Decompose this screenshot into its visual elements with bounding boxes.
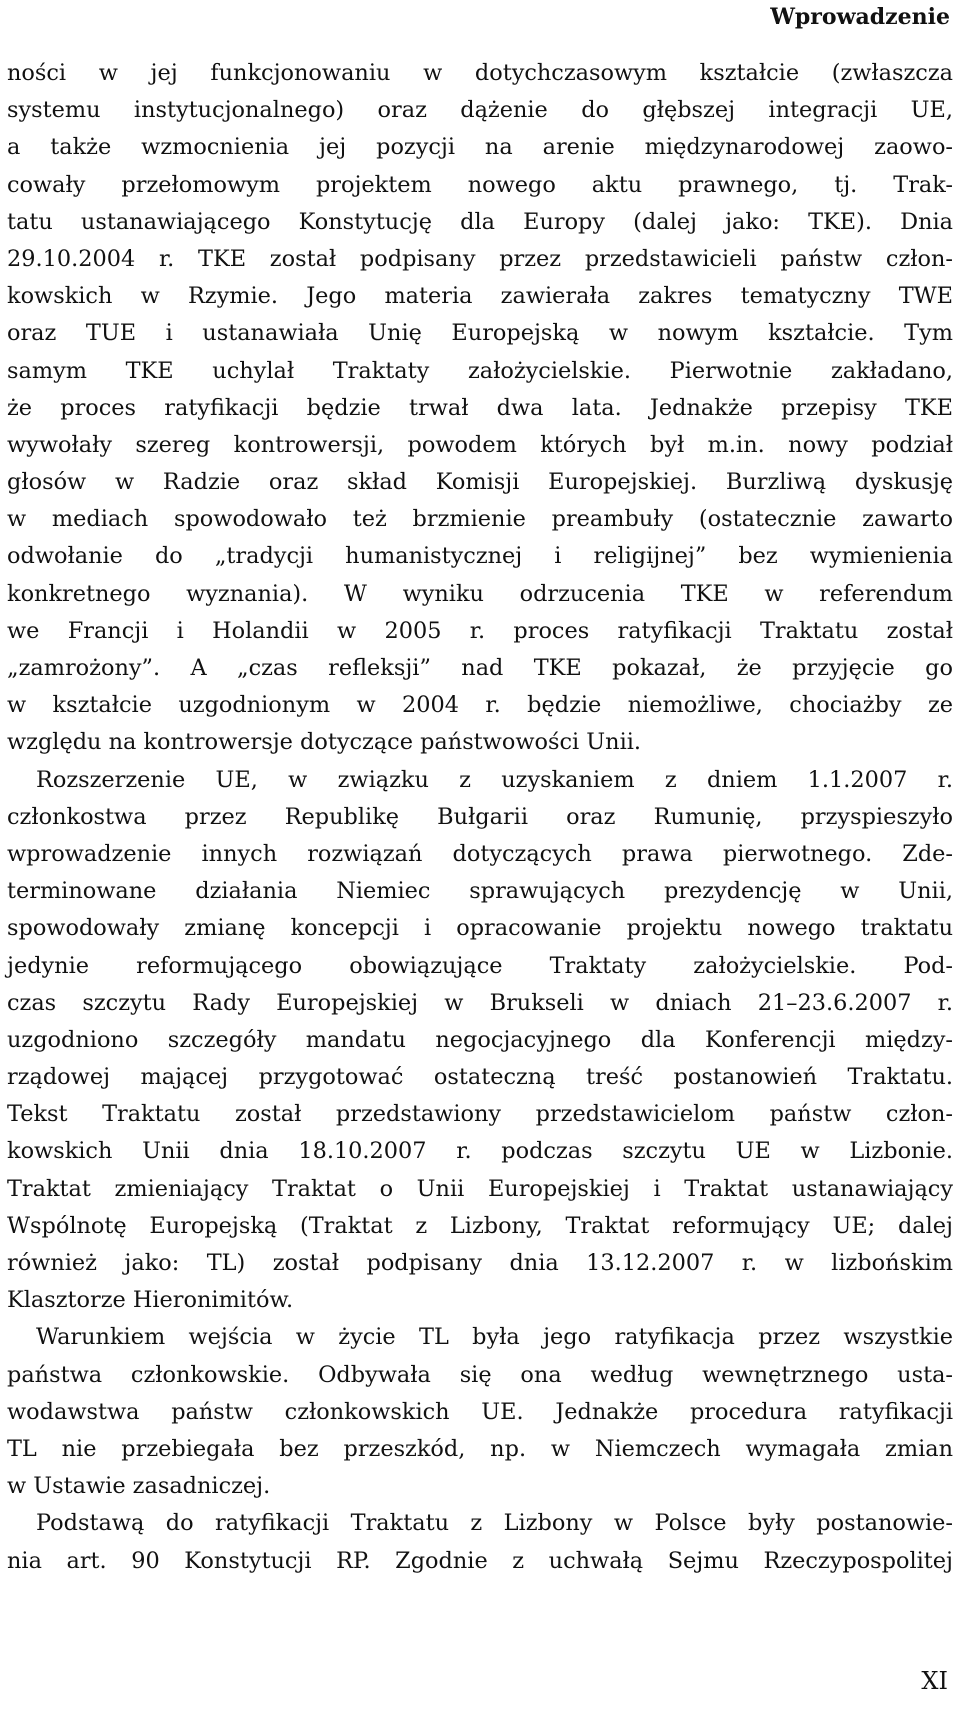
text-line: nia art. 90 Konstytucji RP. Zgodnie z uchwałą Sejmu Rzeczypospolitej <box>7 1547 953 1574</box>
text-line: ności w jej funkcjonowaniu w dotychczasowym kształcie (zwłaszcza <box>7 60 953 86</box>
text-line: jedynie reformującego obowiązujące Traktaty założycielskie. Pod- <box>7 952 953 979</box>
text-line: systemu instytucjonalnego) oraz dążenie do głębszej integracji UE, <box>7 97 953 124</box>
text-line: państwa członkowskie. Odbywała się ona według wewnętrznego usta- <box>7 1361 953 1388</box>
text-line: samym TKE uchylał Traktaty założycielskie. Pierwotnie zakładano, <box>7 357 953 384</box>
text-line: uzgodniono szczegóły mandatu negocjacyjnego dla Konferencji między- <box>7 1026 953 1053</box>
text-line: konkretnego wyznania). W wyniku odrzucenia TKE w referendum <box>7 580 953 607</box>
text-line: TL nie przebiegała bez przeszkód, np. w Niemczech wymagała zmian <box>7 1435 953 1462</box>
text-line: odwołanie do „tradycji humanistycznej i religijnej” bez wymienienia <box>7 543 953 570</box>
page-number: XI <box>921 1667 948 1695</box>
text-line: oraz TUE i ustanawiała Unię Europejską w nowym kształcie. Tym <box>7 320 953 347</box>
text-line: tatu ustanawiającego Konstytucję dla Europy (dalej jako: TKE). Dnia <box>7 208 953 235</box>
text-line: również jako: TL) został podpisany dnia 13.12.2007 r. w lizbońskim <box>7 1250 953 1276</box>
text-line: w mediach spowodowało też brzmienie preambuły (ostatecznie zawarto <box>7 506 953 533</box>
text-line: głosów w Radzie oraz skład Komisji Europejskiej. Burzliwą dyskusję <box>7 469 953 496</box>
text-line: terminowane działania Niemiec sprawujących prezydencję w Unii, <box>7 878 953 905</box>
text-line: wywołały szereg kontrowersji, powodem których był m.in. nowy podział <box>7 431 953 458</box>
text-line: we Francji i Holandii w 2005 r. proces ratyfikacji Traktatu został <box>7 617 953 644</box>
text-line: kowskich Unii dnia 18.10.2007 r. podczas szczytu UE w Lizbonie. <box>7 1138 953 1165</box>
text-line: Warunkiem wejścia w życie TL była jego ratyfikacja przez wszystkie <box>36 1324 953 1351</box>
text-line: 29.10.2004 r. TKE został podpisany przez przedstawicieli państw człon- <box>7 245 953 272</box>
text-line: w Ustawie zasadniczej. <box>7 1473 271 1500</box>
text-line: członkostwa przez Republikę Bułgarii oraz Rumunię, przyspieszyło <box>7 803 953 830</box>
text-line: że proces ratyfikacji będzie trwał dwa lata. Jednakże przepisy TKE <box>7 394 953 421</box>
body-text <box>7 55 953 1580</box>
text-line: czas szczytu Rady Europejskiej w Brukseli w dniach 21–23.6.2007 r. <box>7 989 953 1016</box>
text-line: Podstawą do ratyfikacji Traktatu z Lizbony w Polsce były postanowie- <box>36 1510 953 1537</box>
text-line: w kształcie uzgodnionym w 2004 r. będzie niemożliwe, chociażby ze <box>7 692 953 719</box>
running-header: Wprowadzenie <box>770 4 950 30</box>
text-line: Tekst Traktatu został przedstawiony przedstawicielom państw człon- <box>7 1101 953 1128</box>
text-line: cowały przełomowym projektem nowego aktu prawnego, tj. Trak- <box>7 171 953 198</box>
text-line: spowodowały zmianę koncepcji i opracowanie projektu nowego traktatu <box>7 915 953 942</box>
text-line: wprowadzenie innych rozwiązań dotyczących prawa pierwotnego. Zde- <box>7 840 953 867</box>
text-line: Wspólnotę Europejską (Traktat z Lizbony, Traktat reformujący UE; dalej <box>7 1212 953 1239</box>
text-line: wodawstwa państw członkowskich UE. Jednakże procedura ratyfikacji <box>7 1398 953 1425</box>
text-line: rządowej mającej przygotować ostateczną treść postanowień Traktatu. <box>7 1064 953 1091</box>
text-line: Klasztorze Hieronimitów. <box>7 1287 294 1314</box>
text-line: a także wzmocnienia jej pozycji na arenie międzynarodowej zaowo- <box>7 134 953 161</box>
text-line: względu na kontrowersje dotyczące państwowości Unii. <box>7 729 642 756</box>
text-line: kowskich w Rzymie. Jego materia zawierała zakres tematyczny TWE <box>7 283 953 310</box>
text-line: Rozszerzenie UE, w związku z uzyskaniem z dniem 1.1.2007 r. <box>36 766 953 793</box>
text-line: Traktat zmieniający Traktat o Unii Europejskiej i Traktat ustanawiający <box>7 1175 953 1202</box>
text-line: „zamrożony”. A „czas refleksji” nad TKE pokazał, że przyjęcie go <box>7 655 953 681</box>
